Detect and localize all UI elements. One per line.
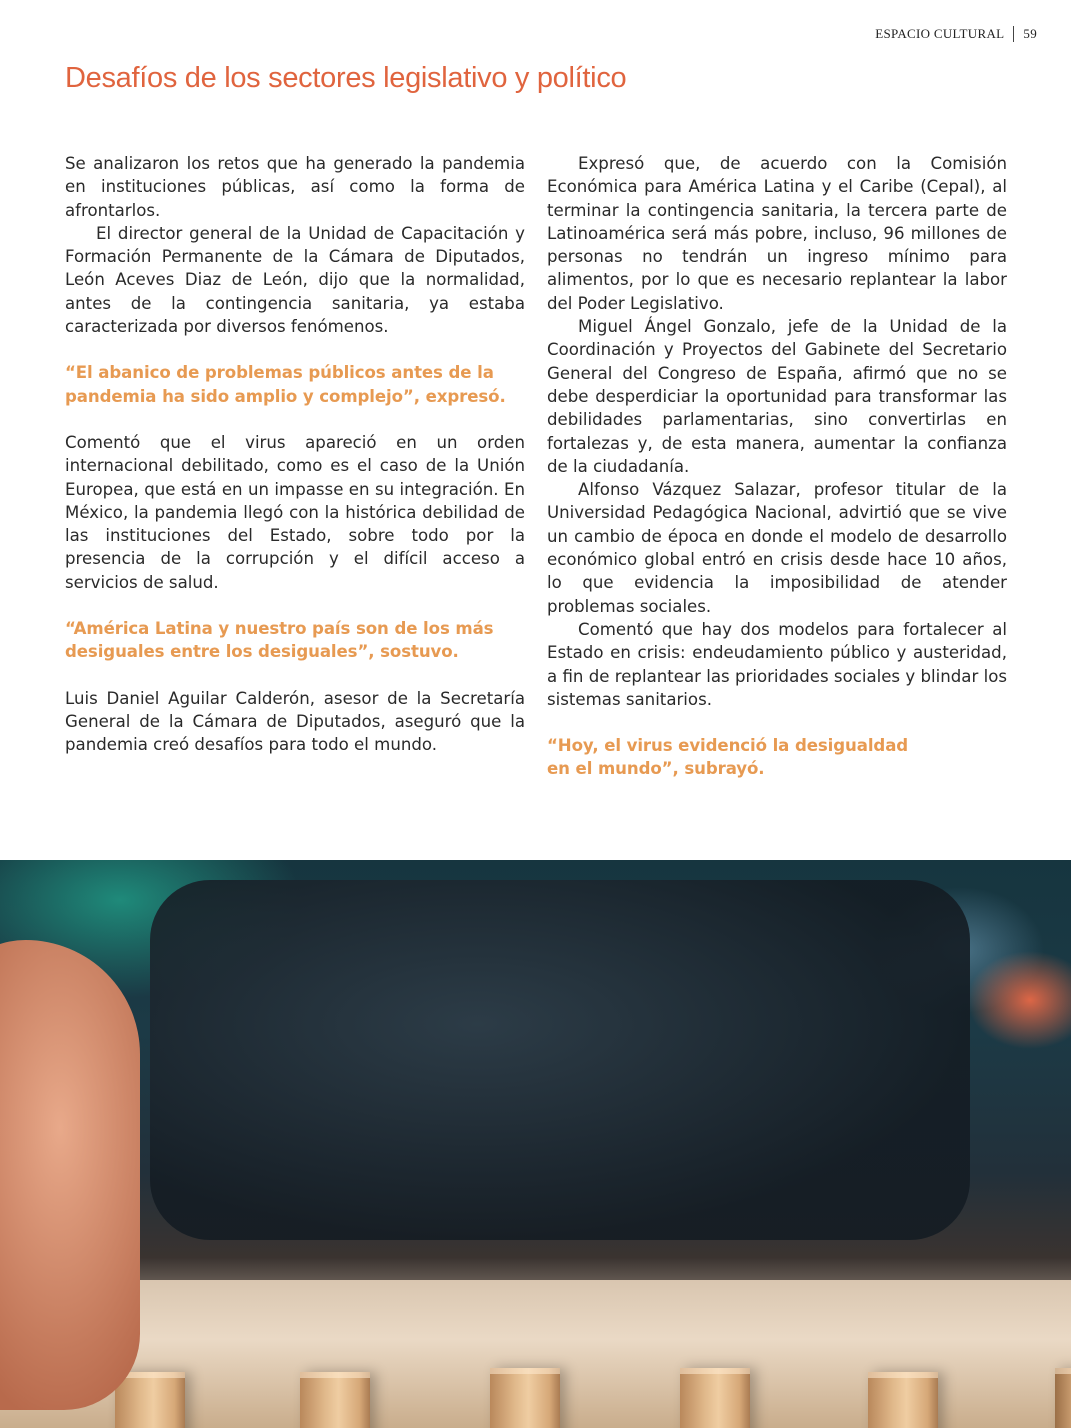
running-header [875, 26, 1037, 42]
wooden-block [868, 1372, 938, 1428]
pull-quote: “América Latina y nuestro país son de los más desiguales entre los desiguales”, sostuvo. [65, 619, 494, 662]
wooden-block [490, 1368, 560, 1428]
section-label: ESPACIO CULTURAL [875, 26, 1005, 41]
left-column [65, 152, 525, 757]
sleeve-shape [150, 880, 970, 1240]
paragraph: Alfonso Vázquez Salazar, profesor titular de la Universidad Pedagógica Nacional, advirtió que se vive un cambio de época en donde el modelo de desarrollo económico global entró en crisis desde hace 10 años, lo que evidencia la imposibilidad de atender problemas sociales. [547, 480, 1007, 616]
article-title: Desafíos de los sectores legislativo y político [65, 62, 627, 94]
right-column [547, 152, 1007, 804]
paragraph: El director general de la Unidad de Capacitación y Formación Permanente de la Cámara de Diputados, León Aceves Diaz de León, dijo que la normalidad, antes de la contingencia sanitaria, ya estaba caracterizada por diversos fenómenos. [65, 223, 525, 337]
paragraph: Expresó que, de acuerdo con la Comisión Económica para América Latina y el Caribe (Cepal), al terminar la contingencia sanitaria, la tercera parte de Latinoamérica será más pobre, incluso, 96 millones de personas no tendrán un ingreso mínimo para alimentos, por lo que es necesario replantear la labor del Poder Legislativo. [547, 154, 1007, 313]
pull-quote: “Hoy, el virus evidenció la desigualdad en el mundo”, subrayó. [547, 736, 909, 779]
paragraph: Comentó que el virus apareció en un orden internacional debilitado, como es el caso de la Unión Europea, que está en un impasse en su integración. En México, la pandemia llegó con la histórica debilidad de las instituciones del Estado, sobre todo por la presencia de la corrupción y el difícil acceso a servicios de salud. [65, 432, 525, 592]
domino-photo [0, 860, 1071, 1428]
hand-shape [0, 940, 140, 1410]
paragraph: Comentó que hay dos modelos para fortalecer al Estado en crisis: endeudamiento público y austeridad, a fin de replantear las prioridades sociales y blindar los sistemas sanitarios. [547, 619, 1007, 709]
wooden-block [300, 1372, 370, 1428]
paragraph: Miguel Ángel Gonzalo, jefe de la Unidad de la Coordinación y Proyectos del Gabinete del Secretario General del Congreso de España, afirmó que no se debe desperdiciar la oportunidad para transformar las debilidades parlamentarias, sino convertirlas en fortalezas y, de esta manera, aumentar la confianza de la ciudadanía. [547, 317, 1007, 476]
wooden-block [115, 1372, 185, 1428]
pull-quote: “El abanico de problemas públicos antes de la pandemia ha sido amplio y complejo”, expresó. [65, 363, 506, 406]
paragraph: Luis Daniel Aguilar Calderón, asesor de la Secretaría General de la Cámara de Diputados, aseguró que la pandemia creó desafíos para todo el mundo. [65, 688, 525, 755]
paragraph: Se analizaron los retos que ha generado la pandemia en instituciones públicas, así como la forma de afrontarlos. [65, 154, 525, 220]
page-number: 59 [1023, 26, 1037, 41]
wooden-block [1055, 1368, 1071, 1428]
header-divider [1013, 26, 1014, 42]
wooden-block [680, 1368, 750, 1428]
